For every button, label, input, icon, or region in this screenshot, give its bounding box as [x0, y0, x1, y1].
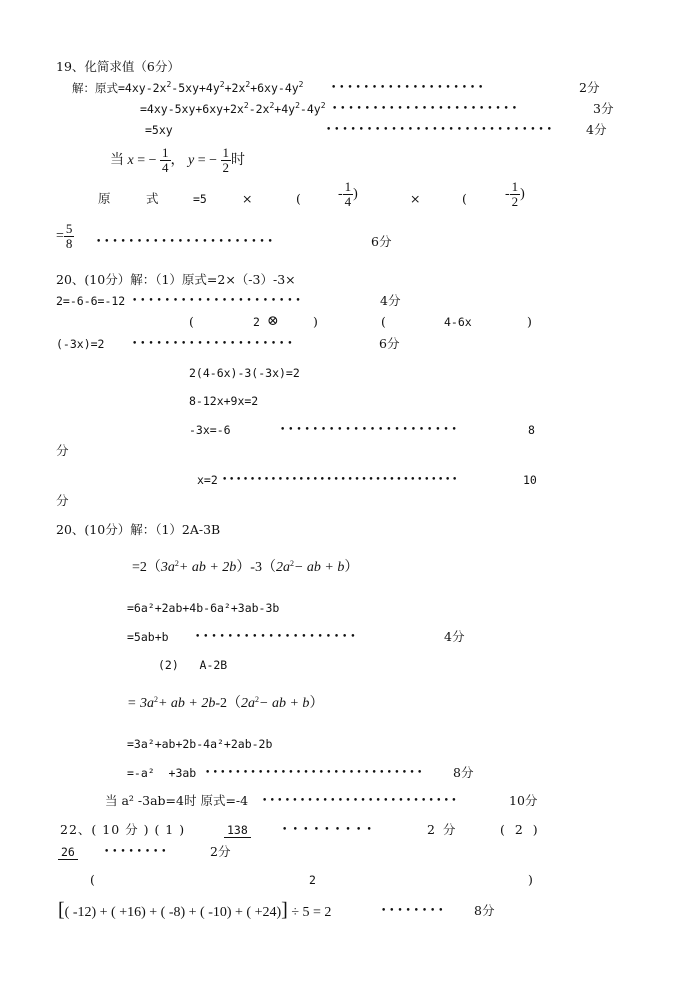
q19-y-eq: = −: [197, 153, 218, 168]
q20b-line2-c: + ab + 2b: [178, 560, 237, 575]
q20a-line7-score: 8: [528, 423, 535, 437]
q20b-line2-b: 3a: [160, 560, 175, 575]
q22-line4-dots: • • • • • • • •: [381, 906, 444, 916]
q19-line1-mid2: +2x: [224, 81, 246, 95]
q20b-line7: =3a²+ab+2b-4a²+2ab-2b: [127, 737, 273, 751]
q20b-line1: 20、(10分）解：（1）2A-3B: [56, 522, 221, 537]
q20a-line2-dots: • • • • • • • • • • • • • • • • • • • • •: [132, 296, 301, 306]
q22-line4: [58, 899, 331, 924]
q20b-line9-score: 10分: [509, 793, 538, 808]
q19-result-score: 6分: [371, 234, 392, 249]
q22-line2-answer: [58, 844, 90, 860]
q22-line1-label: 22、( 10 分 ) ( 1 ): [60, 822, 186, 837]
q22-answer-26: 26: [58, 845, 78, 860]
q22-line3-rparen: ): [528, 872, 533, 887]
q20a-line7-dots: • • • • • • • • • • • • • • • • • • • • • •: [280, 425, 457, 435]
q19-eq5: =5: [193, 192, 207, 206]
q19-x-frac-num: 1: [162, 145, 169, 161]
q20b-line6-a: = 3a: [127, 696, 154, 711]
q19-x-var: x: [127, 153, 134, 168]
q20b-line8-score: 8分: [453, 765, 474, 780]
q20a-line3-rparen2: ): [527, 314, 532, 329]
q20b-line6-b: + ab + 2b: [157, 696, 216, 711]
q22-line1-part2: ( 2 ): [500, 822, 541, 837]
q19-line2-a: =4xy-5xy+6xy+2x: [140, 102, 244, 116]
q19-y-frac-den: 2: [222, 160, 230, 176]
q19-line2-b: -2x: [248, 102, 270, 116]
q20a-line3-rparen: ): [313, 314, 318, 329]
q20a-line2-score: 4分: [380, 293, 401, 308]
q19-y-var: y: [188, 153, 195, 168]
q19-result-dots: • • • • • • • • • • • • • • • • • • • • • •: [96, 237, 273, 247]
q20b-line2-e: 2a: [275, 560, 290, 575]
q22-line1-dots: • • • • • • • • •: [282, 825, 374, 835]
q22-line4-lbracket: [: [58, 899, 65, 921]
q20a-line6: 8-12x+9x=2: [189, 394, 259, 408]
q20b-line6-e: − ab + b: [259, 696, 310, 711]
q20a-line9-score: 10: [523, 473, 537, 487]
q22-line1-answer: [224, 822, 276, 838]
q20b-line2-d: ）-3（: [236, 560, 276, 575]
q20a-line3-expr: 4-6x: [444, 315, 472, 329]
q19-lparen-2: (: [462, 191, 467, 206]
q19-factor-1-den: 4: [344, 194, 352, 209]
q19-result-num: 5: [65, 221, 73, 236]
q19-rparen-1: ): [353, 186, 358, 202]
q19-line1-mid1: -5xy+4y: [171, 81, 220, 95]
q19-line2-dots: • • • • • • • • • • • • • • • • • • • • • • •: [332, 104, 518, 114]
q19-line1-score: 2分: [579, 80, 600, 95]
q22-line3-lparen: (: [90, 872, 95, 887]
q19-factor-1-neg: -: [338, 186, 343, 202]
q19-x-frac-den: 4: [162, 160, 169, 176]
q19-line1-prefix: 解：原式=4xy-2x: [72, 81, 167, 95]
q20a-line2: 2=-6-6=-12: [56, 294, 126, 308]
q20b-line3: =6a²+2ab+4b-6a²+3ab-3b: [127, 601, 280, 615]
q19-result: [56, 222, 74, 251]
q19-x-eq: = −: [137, 153, 157, 168]
q19-result-den: 8: [65, 236, 73, 251]
q19-orig-shi: 式: [146, 191, 159, 206]
q20b-line2-f: − ab + b: [293, 560, 345, 575]
q20b-line4-score: 4分: [444, 629, 465, 644]
q19-orig-yuan: 原: [98, 191, 111, 206]
q20a-line7: -3x=-6: [189, 423, 231, 437]
q19-factor-2-neg: -: [505, 186, 510, 202]
q22-line2-dots: • • • • • • • •: [104, 847, 167, 857]
q19-factor-2-frac: [510, 180, 521, 209]
q19-line1: 解：原式$=4xy-2x^2-5xy+4y^2+2x^2+6xy-4y^2$: [72, 80, 304, 95]
q19-lparen-1: (: [296, 191, 301, 206]
q20a-line3-otimes: ⊗: [267, 313, 279, 329]
q20a-line1: 20、(10分）解：（1）原式=2×（-3）-3×: [56, 272, 296, 287]
q22-line4-tail: ÷ 5 = 2: [291, 905, 332, 920]
q19-factor-2-num: 1: [511, 179, 519, 194]
q20a-line9: x=2: [197, 473, 218, 487]
q19-title: 19、化简求值（6分）: [56, 59, 180, 74]
q22-line4-score: 8分: [474, 903, 495, 918]
q19-factor-1-num: 1: [344, 179, 352, 194]
q19-factor-2: [505, 180, 525, 209]
q20a-line10: 分: [56, 493, 69, 508]
q20b-line2-a: =2（: [132, 560, 161, 575]
q19-shi: 时: [231, 153, 246, 168]
q22-line2-score: 2分: [210, 844, 231, 859]
q20b-line9-dots: • • • • • • • • • • • • • • • • • • • • • • • • • •: [262, 796, 457, 806]
q19-condition: [110, 146, 245, 176]
q19-y-frac-num: 1: [222, 145, 230, 161]
q20a-line3-two: 2: [253, 315, 260, 329]
q20b-line6: = $3a^2+$ ab + $2b-2(2a^2-$ ab + b）: [127, 695, 324, 711]
q20a-line9-dots: • • • • • • • • • • • • • • • • • • • • • • • • • • • • • • • • • •: [222, 475, 457, 485]
q22-line4-rbracket: ]: [281, 899, 288, 921]
q22-line4-body: ( -12) + ( +16) + ( -8) + ( -10) + ( +24): [64, 905, 282, 920]
q19-result-eq: =: [56, 228, 64, 244]
q20a-line5: 2(4-6x)-3(-3x)=2: [189, 366, 300, 380]
q19-rparen-2: ): [520, 186, 525, 202]
q20b-line4-dots: • • • • • • • • • • • • • • • • • • • •: [195, 632, 356, 642]
q19-times-1: ×: [242, 191, 253, 206]
q19-line2-c: +4y: [274, 102, 296, 116]
q19-times-2: ×: [410, 191, 421, 206]
q20a-line4-dots: • • • • • • • • • • • • • • • • • • • •: [132, 339, 293, 349]
q20b-line2: $=2(3a^2+$ ab + $2b)-3(2a^2-$ ab + b）: [132, 559, 359, 575]
q22-line1-score: 2 分: [427, 822, 458, 837]
q22-answer-138: 138: [224, 823, 251, 838]
q20a-line4: (-3x)=2: [56, 337, 105, 351]
q20b-line8-dots: • • • • • • • • • • • • • • • • • • • • • • • • • • • • •: [205, 768, 422, 778]
q19-x-fraction: [160, 146, 171, 175]
q19-line3-dots: • • • • • • • • • • • • • • • • • • • • • • • • • • • •: [326, 125, 552, 135]
q20b-line9: 当 a² -3ab=4时 原式=-4: [105, 793, 249, 808]
q19-line2: $=4xy-5xy+6xy+2x^2-2x^2+4y^2-4y^2$: [140, 101, 326, 116]
q19-comma: ，: [170, 153, 185, 168]
q20b-line8: =-a² +3ab: [127, 766, 197, 780]
q20b-line6-d: 2a: [241, 696, 256, 711]
q19-line1-dots: • • • • • • • • • • • • • • • • • • •: [331, 83, 484, 93]
q20a-line3-lparen2: (: [381, 314, 386, 329]
q19-when: 当: [110, 153, 124, 168]
q19-line3-score: 4分: [586, 122, 607, 137]
q19-line2-d: -4y: [299, 102, 321, 116]
q20b-line2-g: ）: [344, 560, 359, 575]
q19-line3: =5xy: [145, 123, 173, 137]
q19-factor-2-den: 2: [511, 194, 519, 209]
q19-factor-1-frac: [343, 180, 354, 209]
q19-y-fraction: [221, 146, 232, 175]
q19-result-frac: [64, 222, 75, 251]
q22-line3-two: 2: [309, 873, 316, 887]
q19-factor-1: [338, 180, 358, 209]
q20a-line3-lparen: (: [189, 314, 194, 329]
q19-line2-score: 3分: [593, 101, 614, 116]
q20a-line4-score: 6分: [379, 336, 400, 351]
q19-line1-mid3: +6xy-4y: [250, 81, 299, 95]
q20b-line6-c: -2（: [215, 696, 242, 711]
q20b-line4: =5ab+b: [127, 630, 169, 644]
q20b-line5: (2) A-2B: [158, 658, 228, 672]
q20b-line6-f: ）: [309, 696, 324, 711]
q20a-line8: 分: [56, 443, 69, 458]
